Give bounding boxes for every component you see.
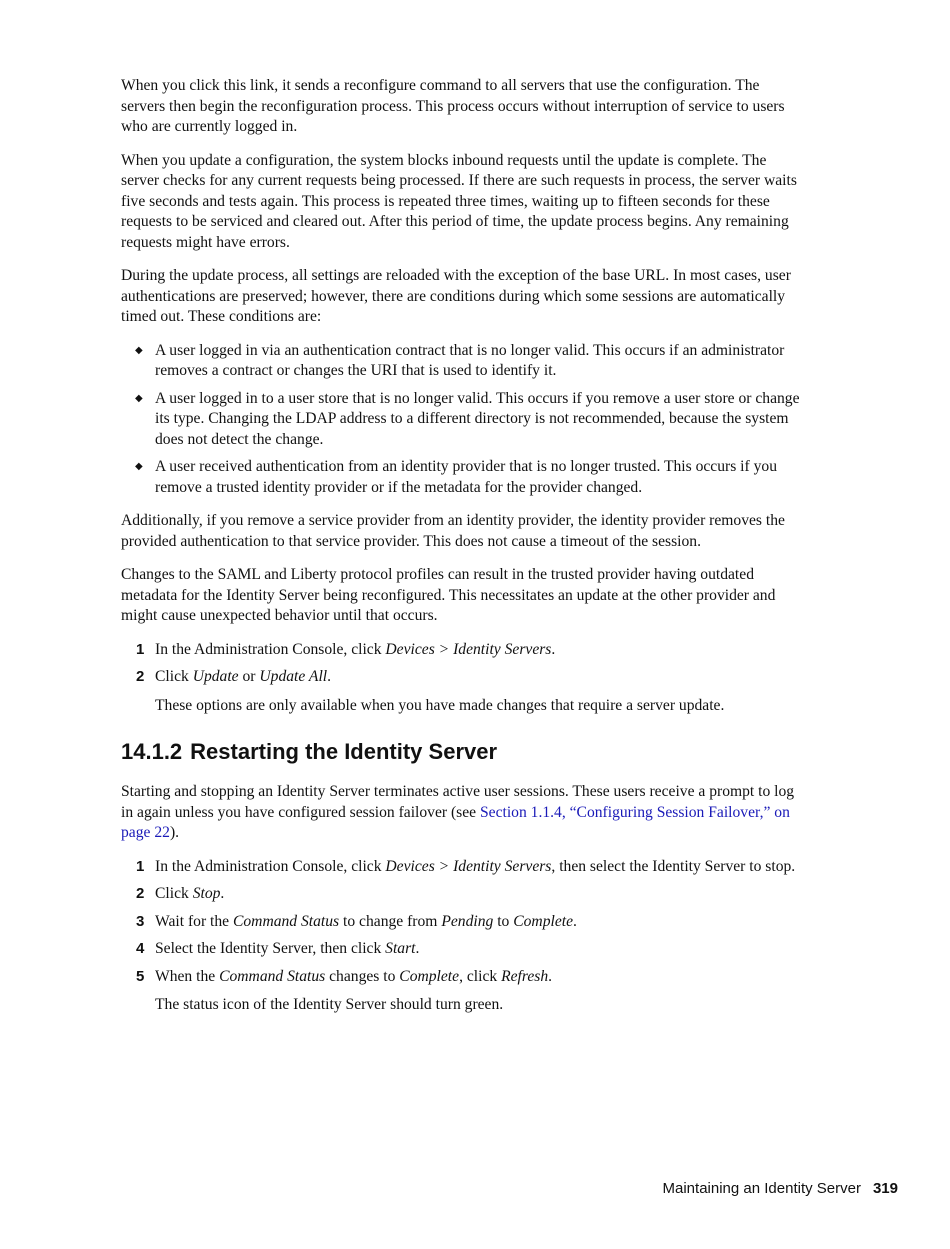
step-number: 5 xyxy=(136,967,145,985)
step-text: When the xyxy=(155,967,220,985)
step-item xyxy=(121,939,806,960)
step-text: . xyxy=(327,668,332,685)
intro-text: Starting and stopping an Identity Server terminates active user sessions. These users receive a prompt to log in again unless you have configured session failover (see xyxy=(121,783,795,821)
step-text: Click xyxy=(155,668,193,685)
footer-chapter-title: Maintaining an Identity Server xyxy=(662,1180,861,1197)
step-note: The status icon of the Identity Server should turn green. xyxy=(155,996,504,1013)
timeout-conditions-list xyxy=(121,341,806,499)
list-item xyxy=(121,457,806,498)
step-text: changes to xyxy=(325,967,400,985)
ui-option-text: Command Status xyxy=(219,967,326,985)
step-text: . xyxy=(551,640,556,658)
step-text: or xyxy=(238,668,260,685)
step-number: 2 xyxy=(136,668,145,685)
step-number: 1 xyxy=(136,857,145,875)
step-note: These options are only available when you have made changes that require a server update. xyxy=(155,696,725,714)
step-item xyxy=(121,857,806,878)
ui-path-text: Devices > Identity Servers xyxy=(385,640,552,658)
list-item-text: A user received authentication from an identity provider that is no longer trusted. This occurs if you remove a trusted identity provider or if the metadata for the provider changed. xyxy=(155,458,777,496)
step-text: . xyxy=(548,967,553,985)
paragraph-service-provider: Additionally, if you remove a service provider from an identity provider, the identity provider removes the provided authentication to that service provider. This does not cause a timeout of the session. xyxy=(121,512,785,550)
step-text: Click xyxy=(155,885,193,902)
step-item xyxy=(121,967,806,1016)
paragraph-saml-liberty: Changes to the SAML and Liberty protocol profiles can result in the trusted provider having outdated metadata for the Identity Server being reconfigured. This necessitates an update at the other provider and might cause unexpected behavior until that occurs. xyxy=(121,566,776,624)
ui-option-text: Refresh xyxy=(501,967,549,985)
ui-option-text: Update xyxy=(192,668,239,685)
paragraph-reconfigure-link: When you click this link, it sends a reconfigure command to all servers that use the configuration. The servers then begin the reconfiguration process. This process occurs without interruption of service to users who are currently logged in. xyxy=(121,77,785,135)
intro-text: ). xyxy=(169,824,180,841)
section-number: 14.1.2 xyxy=(121,739,183,764)
restart-steps-list xyxy=(121,857,806,1016)
step-item xyxy=(121,884,806,905)
paragraph-update-blocking: When you update a configuration, the system blocks inbound requests until the update is complete. The server checks for any current requests being processed. If there are such requests in process, the server waits five seconds and tests again. This process is repeated three times, waiting up to fifteen seconds for these requests to be serviced and cleared out. After this period of time, the update process begins. Any remaining requests might have errors. xyxy=(121,151,797,251)
step-item xyxy=(121,667,806,716)
ui-option-text: Start xyxy=(385,940,416,957)
step-text: . xyxy=(220,885,225,902)
ui-option-text: Update All xyxy=(259,668,328,685)
list-item-text: A user logged in via an authentication contract that is no longer valid. This occurs if an administrator removes a contract or changes the URI that is used to identify it. xyxy=(155,341,785,379)
step-item xyxy=(121,912,806,933)
step-text: to change from xyxy=(339,912,442,930)
section-heading xyxy=(121,738,806,766)
step-text: Select the Identity Server, then click xyxy=(155,940,386,957)
step-text: Wait for the xyxy=(155,912,233,930)
ui-path-text: Devices > Identity Servers xyxy=(385,857,552,875)
list-item xyxy=(121,341,806,382)
step-text: . xyxy=(573,912,577,930)
session-failover-link[interactable]: Section 1.1.4, “Configuring Session Failover,” on page 22 xyxy=(121,803,790,841)
step-item xyxy=(121,640,806,661)
page-number: 319 xyxy=(872,1180,898,1197)
step-number: 4 xyxy=(136,940,145,957)
paragraph-restart-intro xyxy=(121,782,806,844)
step-text: , then select the Identity Server to stop. xyxy=(551,857,796,875)
step-text: In the Administration Console, click xyxy=(155,640,386,658)
step-number: 3 xyxy=(136,912,145,930)
ui-option-text: Command Status xyxy=(232,912,340,930)
diamond-bullet-icon: ◆ xyxy=(135,344,143,356)
ui-option-text: Pending xyxy=(441,912,494,930)
ui-option-text: Stop xyxy=(192,885,221,902)
step-text: , click xyxy=(459,967,502,985)
diamond-bullet-icon: ◆ xyxy=(135,392,143,404)
list-item-text: A user logged in to a user store that is no longer valid. This occurs if you remove a user store or change its type. Changing the LDAP address to a different directory is not recommended, because the system does not detect the change. xyxy=(155,389,800,448)
ui-option-text: Complete xyxy=(399,967,460,985)
step-number: 1 xyxy=(136,640,145,658)
ui-option-text: Complete xyxy=(513,912,573,930)
section-title: Restarting the Identity Server xyxy=(190,739,498,764)
page-body xyxy=(121,76,806,1029)
list-item xyxy=(121,389,806,451)
step-text: to xyxy=(493,912,514,930)
step-number: 2 xyxy=(136,885,145,902)
page-footer xyxy=(663,1180,898,1197)
update-steps-list xyxy=(121,640,806,717)
step-text: . xyxy=(415,940,420,957)
step-text: In the Administration Console, click xyxy=(155,857,386,875)
diamond-bullet-icon: ◆ xyxy=(135,461,143,472)
paragraph-update-process: During the update process, all settings are reloaded with the exception of the base URL. In most cases, user authentications are preserved; however, there are conditions during which some sessions are automatically timed out. These conditions are: xyxy=(121,267,791,325)
